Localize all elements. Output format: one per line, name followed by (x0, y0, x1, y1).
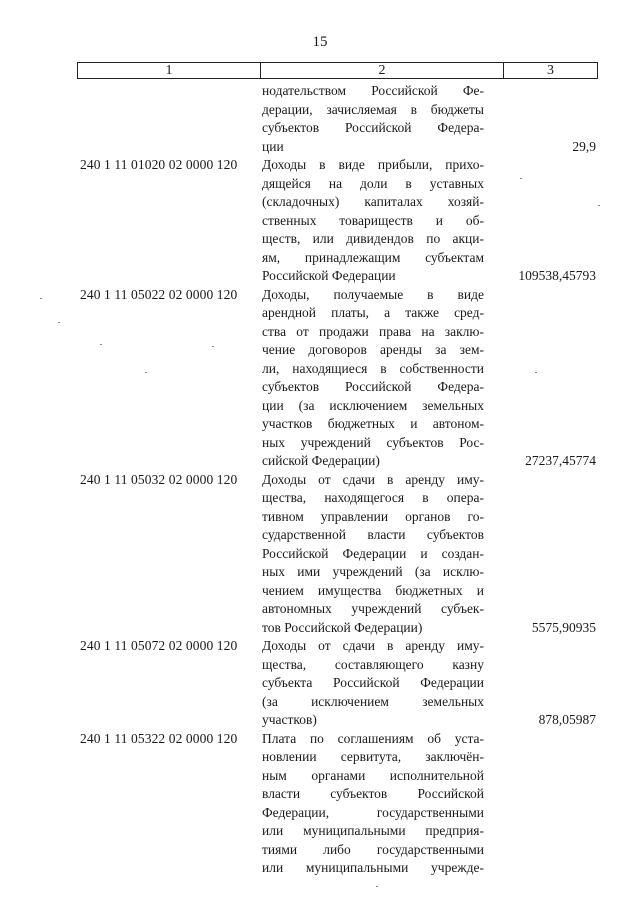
budget-code: 240 1 11 05322 02 0000 120 (80, 730, 238, 746)
budget-code: 240 1 11 05032 02 0000 120 (80, 471, 238, 487)
description-line: участков) (262, 712, 317, 727)
description-line: Плата по соглашениям об уста- (262, 730, 484, 746)
scan-speck (598, 205, 600, 206)
description-line: дерации, зачисляемая в бюджеты (262, 101, 484, 117)
description-line: нодательством Российской Фе- (262, 83, 484, 98)
description-line: чением имущества бюджетных и (262, 582, 484, 598)
description-line: Доходы, получаемые в виде (262, 286, 484, 302)
budget-code: 240 1 11 05072 02 0000 120 (80, 638, 238, 653)
description-line: ли, находящиеся в собственности (262, 360, 484, 376)
description-line: ных ими учреждений (за исклю- (262, 564, 484, 579)
scan-speck (520, 178, 522, 179)
description-line: ственных товариществ и об- (262, 212, 484, 228)
description-line: субъектов Российской Федера- (262, 120, 484, 135)
description-line: ции (за исключением земельных (262, 397, 484, 413)
table-row (0, 471, 640, 638)
income-description (262, 730, 484, 878)
income-description (262, 471, 484, 638)
income-description (262, 637, 484, 730)
table-row (0, 730, 640, 878)
description-line: власти субъектов Российской (262, 786, 484, 801)
description-line: автономных учреждений субъек- (262, 601, 484, 616)
description-line: щества, составляющего казну (262, 656, 484, 672)
scan-speck (145, 372, 147, 373)
description-line: Федерации, государственными (262, 804, 484, 820)
description-line: Доходы в виде прибыли, прихо- (262, 157, 484, 172)
amount: 29,9 (572, 138, 596, 154)
description-line: сударственной власти субъектов (262, 527, 484, 542)
description-line: или муниципальными учрежде- (262, 860, 484, 875)
scan-speck (376, 886, 378, 887)
scan-speck (212, 346, 214, 347)
description-line: Российской Федерации (262, 268, 396, 283)
budget-code: 240 1 11 05022 02 0000 120 (80, 286, 238, 302)
description-line: новлении сервитута, заключён- (262, 749, 484, 764)
description-line: ям, принадлежащим субъектам (262, 249, 484, 265)
income-description (262, 156, 484, 286)
scan-speck (58, 322, 60, 323)
description-line: ным органами исполнительной (262, 767, 484, 783)
column-header-row (77, 62, 598, 79)
description-line: тивном управлении органов го- (262, 508, 484, 524)
budget-table-body (0, 82, 640, 878)
description-line: или муниципальными предприя- (262, 823, 484, 838)
scan-speck (40, 298, 42, 299)
description-line: тиями либо государственными (262, 841, 484, 857)
description-line: субъектов Российской Федера- (262, 379, 484, 394)
description-line: сийской Федерации) (262, 453, 380, 468)
description-line: арендной платы, а также сред- (262, 305, 484, 320)
amount: 27237,45774 (525, 453, 596, 468)
description-line: ществ, или дивидендов по акци- (262, 231, 484, 246)
description-line: (складочных) капиталах хозяй- (262, 194, 484, 209)
description-line: чение договоров аренды за зем- (262, 342, 484, 357)
income-description (262, 82, 484, 156)
page-number: 15 (312, 34, 328, 50)
scan-speck (535, 372, 537, 373)
column-header-1: 1 (78, 63, 261, 78)
scan-speck (100, 344, 102, 345)
description-line: участков бюджетных и автоном- (262, 416, 484, 431)
column-header-3: 3 (547, 63, 554, 78)
description-line: Российской Федерации и создан- (262, 545, 484, 561)
description-line: щества, находящегося в опера- (262, 490, 484, 505)
column-header-2: 2 (261, 63, 504, 78)
table-row (0, 82, 640, 156)
description-line: дящейся на доли в уставных (262, 175, 484, 191)
description-line: ции (262, 138, 284, 154)
description-line: Доходы от сдачи в аренду иму- (262, 471, 484, 487)
description-line: ства от продажи права на заклю- (262, 323, 484, 339)
description-line: (за исключением земельных (262, 693, 484, 709)
description-line: субъекта Российской Федерации (262, 675, 484, 690)
table-row (0, 156, 640, 286)
table-row (0, 637, 640, 730)
description-line: тов Российской Федерации) (262, 619, 423, 635)
amount: 109538,45793 (518, 268, 596, 283)
income-description (262, 286, 484, 471)
amount: 878,05987 (538, 712, 596, 727)
budget-code: 240 1 11 01020 02 0000 120 (80, 157, 238, 172)
description-line: ных учреждений субъектов Рос- (262, 434, 484, 450)
amount: 5575,90935 (531, 619, 596, 635)
table-row (0, 286, 640, 471)
description-line: Доходы от сдачи в аренду иму- (262, 638, 484, 653)
